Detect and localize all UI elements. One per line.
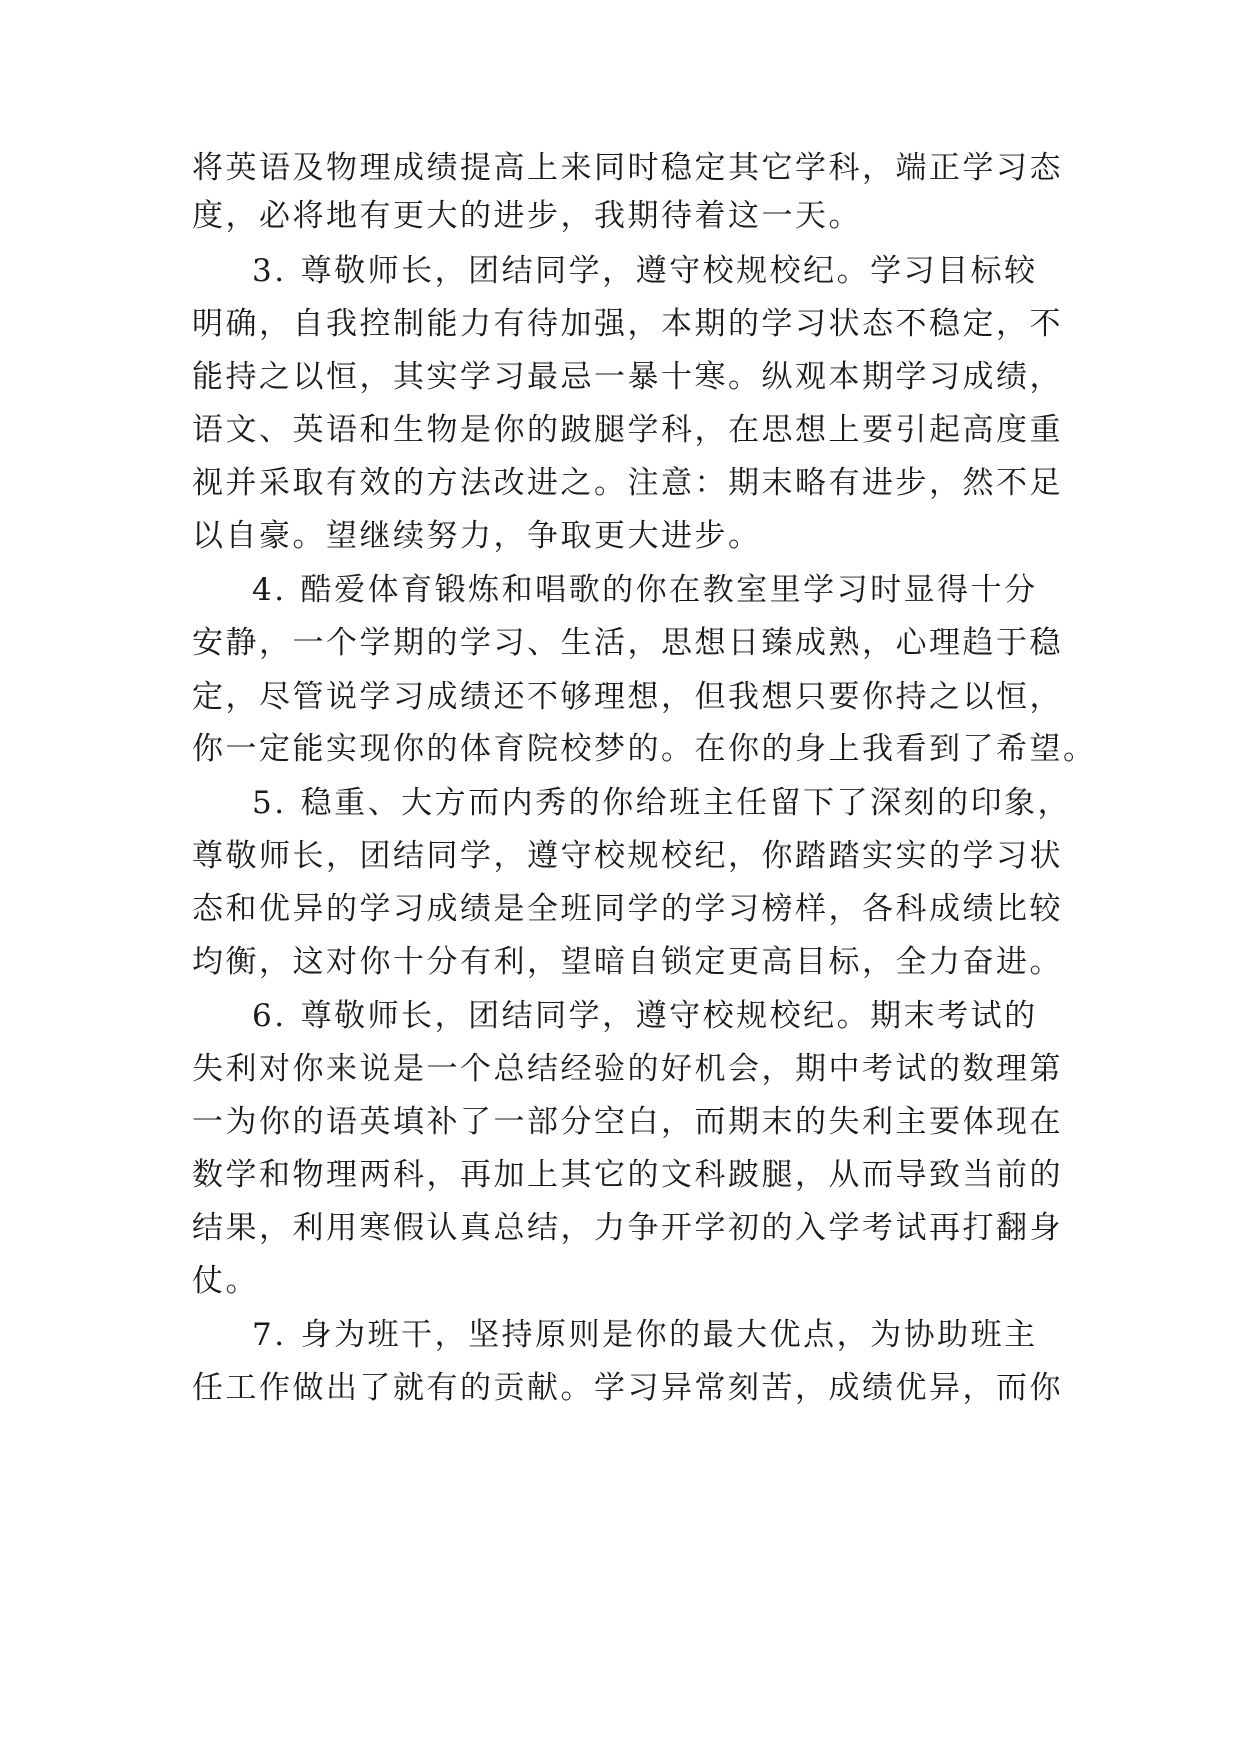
text-line: 仗。 bbox=[192, 1263, 259, 1299]
text-line: 一为你的语英填补了一部分空白，而期末的失利主要体现在 bbox=[192, 1104, 1063, 1140]
text-line: 尊敬师长，团结同学，遵守校规校纪，你踏踏实实的学习状 bbox=[192, 838, 1063, 874]
list-item-4-first-line bbox=[252, 567, 1072, 613]
text-line: 度，必将地有更大的进步，我期待着这一天。 bbox=[192, 198, 862, 234]
text-line: 安静，一个学期的学习、生活，思想日臻成熟，心理趋于稳 bbox=[192, 625, 1063, 661]
list-number: 6. bbox=[252, 998, 287, 1034]
text-line: 数学和物理两科，再加上其它的文科跛腿，从而导致当前的 bbox=[192, 1157, 1063, 1193]
list-item-6-first-line bbox=[252, 993, 1072, 1039]
list-number: 5. bbox=[252, 785, 287, 821]
text-line: 尊敬师长，团结同学，遵守校规校纪。学习目标较 bbox=[300, 253, 1038, 289]
list-item-5-first-line bbox=[252, 780, 1072, 826]
list-item-3-first-line bbox=[252, 248, 1072, 294]
text-line: 酷爱体育锻炼和唱歌的你在教室里学习时显得十分 bbox=[300, 572, 1038, 608]
text-line: 身为班干，坚持原则是你的最大优点，为协助班主 bbox=[300, 1317, 1038, 1353]
text-line: 尊敬师长，团结同学，遵守校规校纪。期末考试的 bbox=[300, 998, 1038, 1034]
text-line: 你一定能实现你的体育院校梦的。在你的身上我看到了希望。 bbox=[192, 731, 1097, 767]
text-line: 稳重、大方而内秀的你给班主任留下了深刻的印象， bbox=[300, 785, 1072, 821]
list-number: 4. bbox=[252, 572, 287, 608]
list-number: 3. bbox=[252, 253, 287, 289]
text-line: 以自豪。望继续努力，争取更大进步。 bbox=[192, 518, 762, 554]
text-line: 任工作做出了就有的贡献。学习异常刻苦，成绩优异，而你 bbox=[192, 1370, 1063, 1406]
text-line: 将英语及物理成绩提高上来同时稳定其它学科，端正学习态 bbox=[192, 150, 1063, 186]
text-line: 视并采取有效的方法改进之。注意：期末略有进步，然不足 bbox=[192, 465, 1063, 501]
text-line: 结果，利用寒假认真总结，力争开学初的入学考试再打翻身 bbox=[192, 1210, 1063, 1246]
list-item-7-first-line bbox=[252, 1312, 1072, 1358]
text-line: 定，尽管说学习成绩还不够理想，但我想只要你持之以恒， bbox=[192, 679, 1063, 715]
text-line: 能持之以恒，其实学习最忌一暴十寒。纵观本期学习成绩， bbox=[192, 359, 1063, 395]
text-line: 均衡，这对你十分有利，望暗自锁定更高目标，全力奋进。 bbox=[192, 944, 1063, 980]
text-line: 明确，自我控制能力有待加强，本期的学习状态不稳定，不 bbox=[192, 306, 1063, 342]
list-number: 7. bbox=[252, 1317, 287, 1353]
text-line: 语文、英语和生物是你的跛腿学科，在思想上要引起高度重 bbox=[192, 412, 1063, 448]
text-line: 态和优异的学习成绩是全班同学的学习榜样，各科成绩比较 bbox=[192, 891, 1063, 927]
text-line: 失利对你来说是一个总结经验的好机会，期中考试的数理第 bbox=[192, 1051, 1063, 1087]
